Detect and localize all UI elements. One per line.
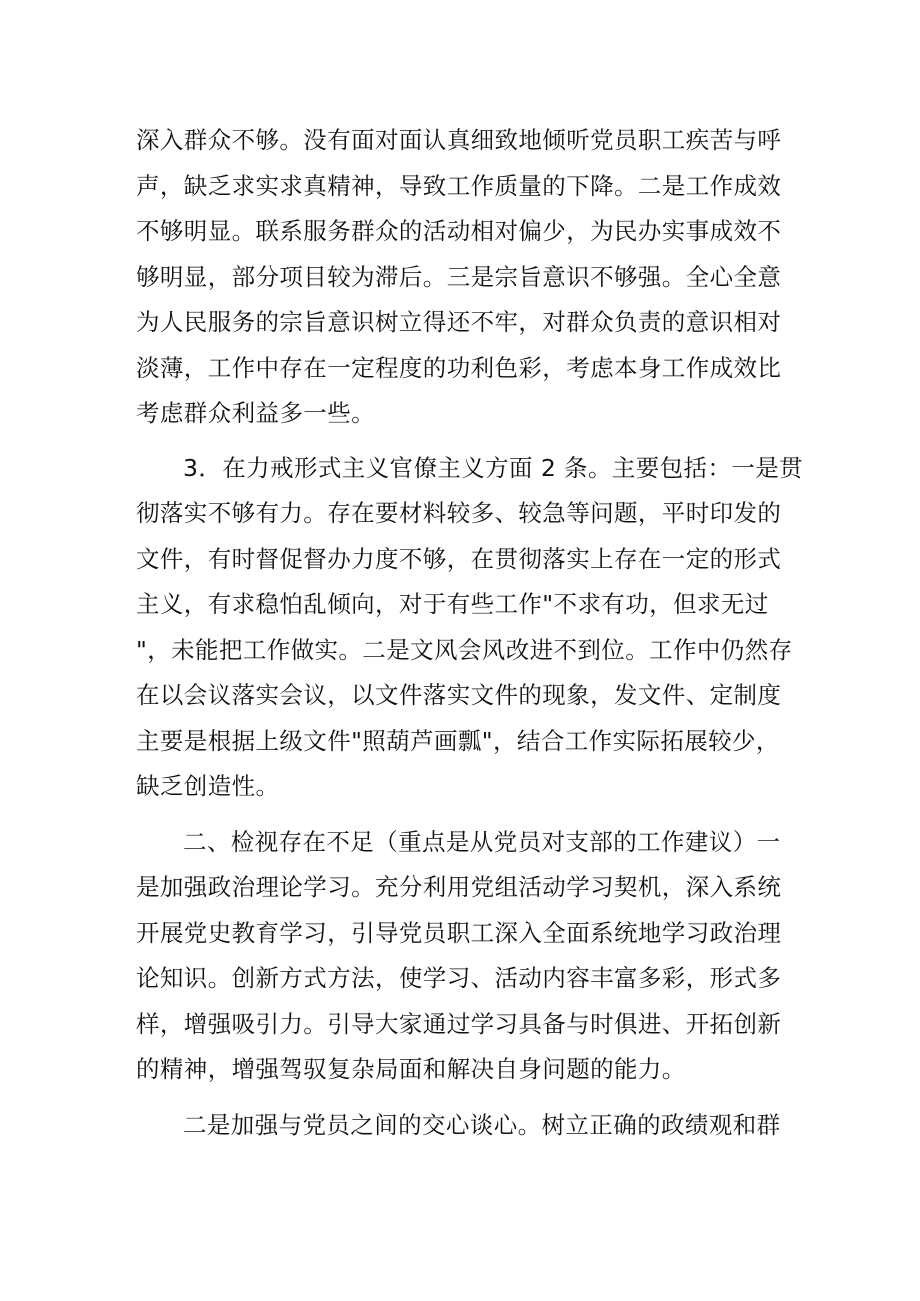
text-line: "，未能把工作做实。二是文风会风改进不到位。工作中仍然存 xyxy=(136,635,793,664)
text-line: 论知识。创新方式方法，使学习、活动内容丰富多彩，形式多 xyxy=(136,964,782,992)
text-line: 淡薄，工作中存在一定程度的功利色彩，考虑本身工作成效比 xyxy=(136,353,782,382)
text-line: 是加强政治理论学习。充分利用党组活动学习契机，深入系统 xyxy=(136,873,782,901)
document-body xyxy=(136,118,804,1148)
text-line: 开展党史教育学习，引导党员职工深入全面系统地学习政治理 xyxy=(136,918,782,947)
text-line: 深入群众不够。没有面对面认真细致地倾听党员职工疾苦与呼 xyxy=(136,126,782,154)
text-line: 缺乏创造性。 xyxy=(136,772,280,800)
paragraph-1 xyxy=(136,118,782,437)
text-line: 不够明显。联系服务群众的活动相对偏少，为民办实事成效不 xyxy=(136,217,782,245)
text-line: 二、检视存在不足（重点是从党员对支部的工作建议）一 xyxy=(183,827,781,856)
text-line: 在以会议落实会议，以文件落实文件的现象，发文件、定制度 xyxy=(136,681,782,709)
text-line: 主要是根据上级文件"照葫芦画瓢"，结合工作实际拓展较少， xyxy=(136,726,780,755)
text-line: 彻落实不够有力。存在要材料较多、较急等问题，平时印发的 xyxy=(136,499,782,527)
paragraph-3 xyxy=(136,820,782,1093)
text-line: 主义，有求稳怕乱倾向，对于有些工作"不求有功，但求无过 xyxy=(136,590,769,618)
text-line: 声，缺乏求实求真精神，导致工作质量的下降。二是工作成效 xyxy=(136,171,782,200)
text-line: 的精神，增强驾驭复杂局面和解决自身问题的能力。 xyxy=(136,1055,686,1083)
text-line: 为人民服务的宗旨意识树立得还不牢，对群众负责的意识相对 xyxy=(136,308,782,336)
paragraph-4 xyxy=(136,1103,781,1149)
text-line: 3．在力戒形式主义官僚主义方面 2 条。主要包括：一是贯 xyxy=(183,453,804,482)
paragraph-2 xyxy=(136,446,804,810)
text-line: 够明显，部分项目较为滞后。三是宗旨意识不够强。全心全意 xyxy=(136,262,782,291)
text-line: 考虑群众利益多一些。 xyxy=(136,399,375,427)
text-line: 样，增强吸引力。引导大家通过学习具备与时俱进、开拓创新 xyxy=(136,1009,782,1038)
text-line: 二是加强与党员之间的交心谈心。树立正确的政绩观和群 xyxy=(183,1110,781,1139)
text-line: 文件，有时督促督办力度不够，在贯彻落实上存在一定的形式 xyxy=(136,544,782,573)
